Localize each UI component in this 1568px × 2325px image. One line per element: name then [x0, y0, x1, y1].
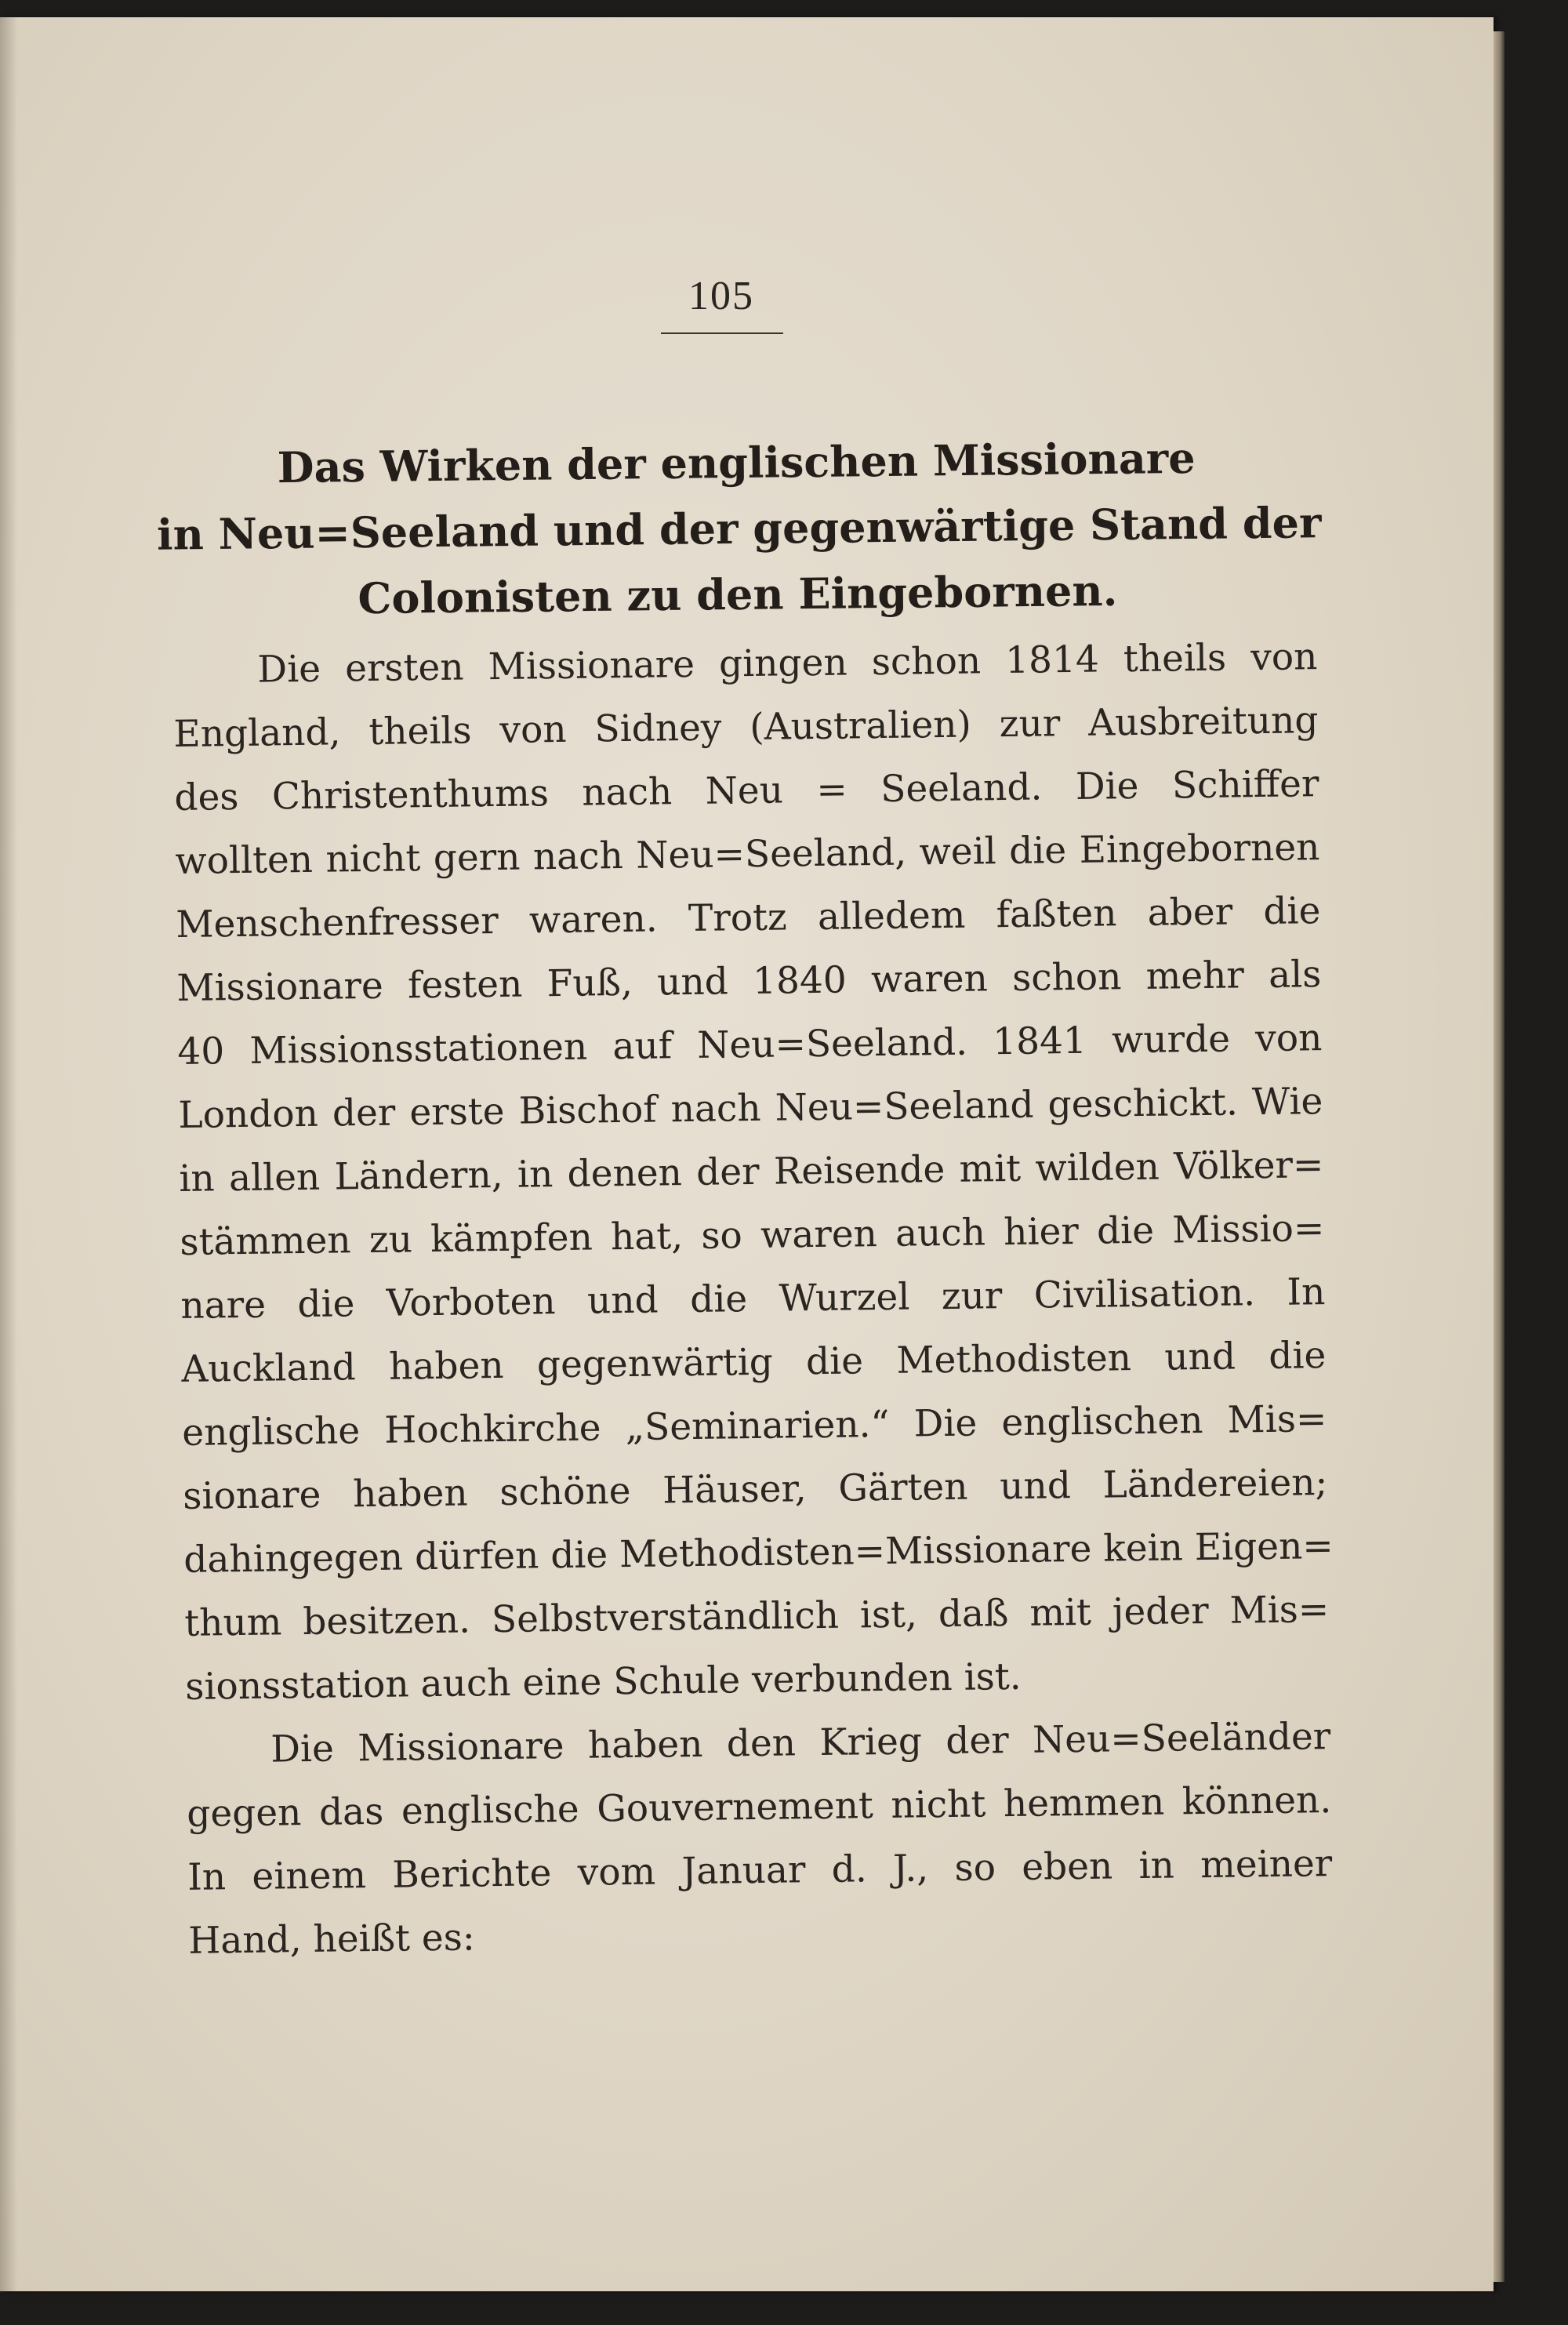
text-line: London der erste Bischof nach Neu=Seeland geschickt. Wie	[178, 1080, 1323, 1137]
text-line: Missionare festen Fuß, und 1840 waren schon mehr als	[176, 953, 1322, 1010]
page-number: 105	[688, 274, 754, 318]
text-line: thum besitzen. Selbstverständlich ist, daß mit jeder Mis=	[184, 1588, 1330, 1645]
text-line: dahingegen dürfen die Methodisten=Missionare kein Eigen=	[183, 1524, 1334, 1582]
text-line: England, theils von Sidney (Australien) zur Ausbreitung	[173, 699, 1319, 756]
text-line: Die Missionare haben den Krieg der Neu=Seeländer	[270, 1715, 1331, 1771]
text-line: In einem Berichte vom Januar d. J., so eben in meiner	[187, 1842, 1333, 1899]
paragraph	[172, 625, 1334, 1719]
page-number-rule	[661, 332, 783, 334]
text-line: 40 Missionsstationen auf Neu=Seeland. 1841 wurde von	[177, 1016, 1323, 1073]
text-line: sionare haben schöne Häuser, Gärten und Ländereien;	[183, 1461, 1328, 1518]
text-line: Menschenfresser waren. Trotz alledem faßten aber die	[176, 889, 1321, 946]
page-edge	[1494, 31, 1504, 2282]
heading-line: Colonisten zu den Eingebornen.	[358, 565, 1118, 624]
paragraph	[186, 1705, 1334, 1973]
text-line: stämmen zu kämpfen hat, so waren auch hier die Missio=	[180, 1207, 1325, 1264]
text-line: in allen Ländern, in denen der Reisende mit wilden Völker=	[179, 1143, 1324, 1201]
text-line: nare die Vorboten und die Wurzel zur Civilisation. In	[180, 1270, 1326, 1328]
text-line: gegen das englische Gouvernement nicht hemmen können.	[186, 1778, 1332, 1836]
text-line: Die ersten Missionare gingen schon 1814 theils von	[257, 635, 1318, 692]
body-text	[172, 625, 1334, 1973]
text-line: englische Hochkirche „Seminarien.“ Die englischen Mis=	[182, 1397, 1327, 1455]
page-gutter-shadow	[0, 17, 17, 2291]
text-line: sionsstation auch eine Schule verbunden ist.	[184, 1655, 1022, 1709]
heading-line: Das Wirken der englischen Missionare	[277, 432, 1196, 493]
text-line: des Christenthums nach Neu = Seeland. Die Schiffer	[174, 762, 1319, 819]
chapter-heading	[156, 423, 1322, 633]
text-line: Hand, heißt es:	[187, 1916, 475, 1963]
heading-line: in Neu=Seeland und der gegenwärtige Stand der	[156, 497, 1322, 560]
text-line: Auckland haben gegenwärtig die Methodisten und die	[181, 1334, 1327, 1391]
text-line: wollten nicht gern nach Neu=Seeland, weil die Eingebornen	[175, 826, 1320, 883]
